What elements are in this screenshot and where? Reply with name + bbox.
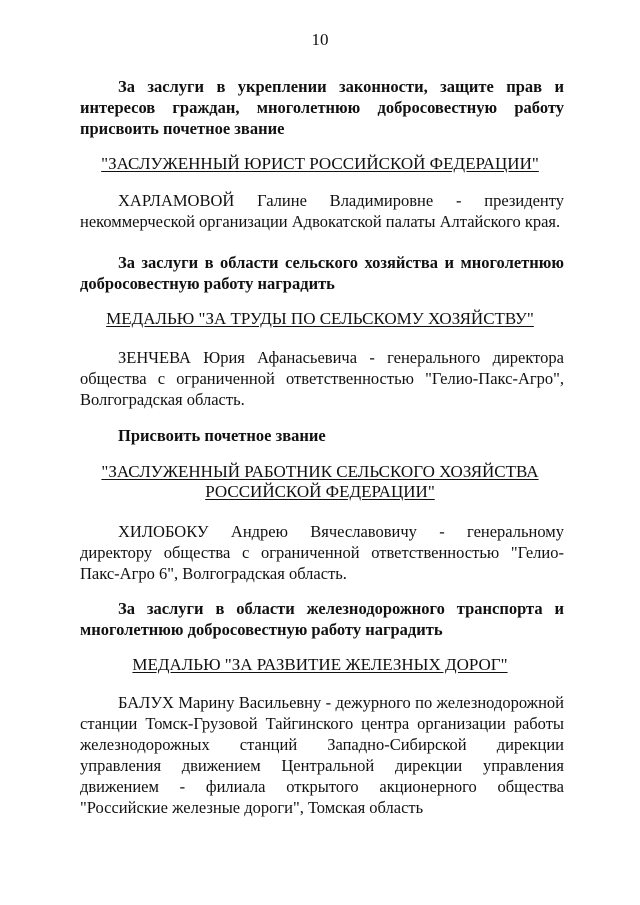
recipient-2: ЗЕНЧЕВА Юрия Афанасьевича - генерального директора общества с ограниченной ответственностью "Гелио-Пакс-Агро", Волгоградская область. [80,348,564,409]
award-intro-4: За заслуги в области железнодорожного транспорта и многолетнюю добросовестную работу наградить [80,599,564,639]
recipient-3: ХИЛОБОКУ Андрею Вячеславовичу - генеральному директору общества с ограниченной ответственностью "Гелио-Пакс-Агро 6", Волгоградская область. [80,522,564,583]
recipient-4: БАЛУХ Марину Васильевну - дежурного по железнодорожной станции Томск-Грузовой Тайгинского центра организации работы железнодорожных станций Западно-Сибирской дирекции управления движением Центральной дирекции управления движением - филиала открытого акционерного общества "Российские железные дороги", Томская область [80,693,564,817]
recipient-1: ХАРЛАМОВОЙ Галине Владимировне - президенту некоммерческой организации Адвокатской палаты Алтайского края. [80,191,564,231]
award-title-1: "ЗАСЛУЖЕННЫЙ ЮРИСТ РОССИЙСКОЙ ФЕДЕРАЦИИ" [101,154,539,173]
award-intro-3: Присвоить почетное звание [118,426,326,445]
award-title-4: МЕДАЛЬЮ "ЗА РАЗВИТИЕ ЖЕЛЕЗНЫХ ДОРОГ" [132,655,508,674]
award-title-3-line-1: "ЗАСЛУЖЕННЫЙ РАБОТНИК СЕЛЬСКОГО ХОЗЯЙСТВА [101,462,539,481]
award-title-3-line-2: РОССИЙСКОЙ ФЕДЕРАЦИИ" [205,482,435,501]
page-number: 10 [311,30,329,49]
award-intro-1: За заслуги в укреплении законности, защите прав и интересов граждан, многолетнюю добросовестную работу присвоить почетное звание [80,77,564,138]
award-intro-2: За заслуги в области сельского хозяйства и многолетнюю добросовестную работу наградить [80,253,564,293]
award-title-2: МЕДАЛЬЮ "ЗА ТРУДЫ ПО СЕЛЬСКОМУ ХОЗЯЙСТВУ" [106,309,534,328]
